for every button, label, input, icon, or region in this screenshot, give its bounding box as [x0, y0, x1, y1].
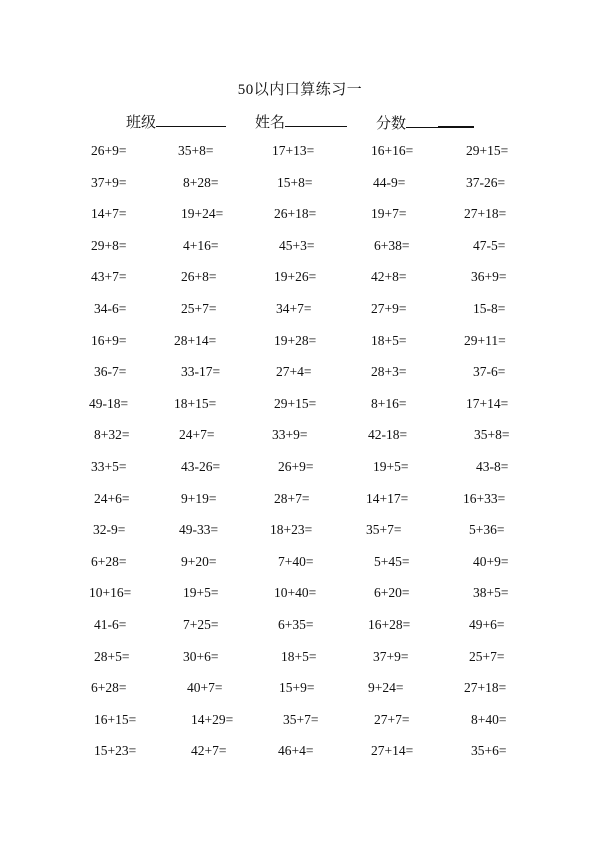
problem-cell: 6+35=	[278, 616, 314, 632]
problem-cell: 29+11=	[464, 332, 506, 348]
problem-cell: 35+8=	[178, 143, 214, 158]
problem-cell: 8+32=	[94, 427, 130, 443]
problem-cell: 49-18=	[89, 395, 129, 411]
problem-cell: 18+15=	[174, 395, 217, 411]
problem-cell: 10+16=	[89, 585, 132, 601]
problem-cell: 34-6=	[94, 300, 127, 316]
problem-cell: 40+9=	[473, 553, 509, 569]
problem-cell: 36-7=	[94, 364, 127, 380]
problem-cell: 8+16=	[371, 395, 407, 411]
problem-row	[0, 743, 600, 775]
problem-cell: 6+20=	[374, 585, 410, 601]
problem-cell: 42+8=	[371, 269, 407, 285]
score-blank-thick[interactable]	[438, 111, 474, 128]
score-label: 分数	[376, 116, 407, 132]
problem-row	[0, 649, 600, 681]
problem-row	[0, 554, 600, 586]
problem-cell: 14+7=	[91, 206, 127, 222]
problem-row	[0, 301, 600, 333]
problem-cell: 14+29=	[191, 711, 234, 727]
problem-cell: 43+7=	[91, 269, 127, 285]
problem-cell: 30+6=	[183, 648, 219, 664]
problem-cell: 29+15=	[466, 143, 509, 158]
problem-cell: 28+3=	[371, 364, 407, 380]
problem-row	[0, 143, 600, 175]
problem-cell: 16+28=	[368, 616, 411, 632]
problem-cell: 9+19=	[181, 490, 217, 506]
problem-cell: 14+17=	[366, 490, 409, 506]
problem-cell: 49+6=	[469, 616, 505, 632]
problem-cell: 15+23=	[94, 743, 137, 759]
problem-cell: 27+4=	[276, 364, 312, 380]
problem-cell: 47-5=	[473, 237, 506, 253]
problem-cell: 37+9=	[373, 648, 409, 664]
problem-cell: 7+40=	[278, 553, 314, 569]
problem-cell: 43-8=	[476, 458, 509, 474]
problem-cell: 38+5=	[473, 585, 509, 601]
problem-cell: 17+14=	[466, 395, 509, 411]
problem-cell: 5+36=	[469, 522, 505, 538]
problem-cell: 26+18=	[274, 206, 317, 222]
problem-cell: 4+16=	[183, 237, 219, 253]
problem-cell: 26+9=	[91, 143, 127, 158]
problem-cell: 45+3=	[279, 237, 315, 253]
name-blank[interactable]	[285, 111, 347, 127]
problem-cell: 18+5=	[371, 332, 407, 348]
problem-cell: 25+7=	[181, 300, 217, 316]
problem-cell: 26+8=	[181, 269, 217, 285]
problem-cell: 6+38=	[374, 237, 410, 253]
problem-cell: 25+7=	[469, 648, 505, 664]
problem-cell: 43-26=	[181, 458, 221, 474]
problem-cell: 28+7=	[274, 490, 310, 506]
class-field	[126, 111, 226, 132]
problem-cell: 18+5=	[281, 648, 317, 664]
problem-cell: 15+8=	[277, 174, 313, 190]
problem-row	[0, 459, 600, 491]
problem-cell: 35+8=	[474, 427, 510, 443]
score-blank[interactable]	[406, 112, 438, 128]
problem-cell: 32-9=	[93, 522, 126, 538]
problem-cell: 27+14=	[371, 743, 414, 759]
problem-cell: 5+45=	[374, 553, 410, 569]
problem-cell: 27+18=	[464, 206, 507, 222]
problem-cell: 27+9=	[371, 300, 407, 316]
problem-cell: 29+8=	[91, 237, 127, 253]
problem-cell: 27+7=	[374, 711, 410, 727]
problem-cell: 49-33=	[179, 522, 219, 538]
problem-cell: 16+16=	[371, 143, 414, 158]
problem-cell: 24+6=	[94, 490, 130, 506]
problem-cell: 42+7=	[191, 743, 227, 759]
problem-cell: 18+23=	[270, 522, 313, 538]
problem-cell: 16+9=	[91, 332, 127, 348]
problem-row	[0, 585, 600, 617]
problem-row	[0, 269, 600, 301]
problem-cell: 24+7=	[179, 427, 215, 443]
problem-cell: 15-8=	[473, 300, 506, 316]
problem-row	[0, 206, 600, 238]
problem-cell: 10+40=	[274, 585, 317, 601]
problem-cell: 37-6=	[473, 364, 506, 380]
problem-cell: 37+9=	[91, 174, 127, 190]
problem-cell: 26+9=	[278, 458, 314, 474]
problem-cell: 19+7=	[371, 206, 407, 222]
problem-cell: 6+28=	[91, 680, 127, 696]
problem-cell: 6+28=	[91, 553, 127, 569]
problem-cell: 7+25=	[183, 616, 219, 632]
problem-cell: 35+7=	[283, 711, 319, 727]
problem-cell: 9+20=	[181, 553, 217, 569]
problem-row	[0, 396, 600, 428]
problem-cell: 8+40=	[471, 711, 507, 727]
problem-cell: 19+28=	[274, 332, 317, 348]
problem-cell: 33+5=	[91, 458, 127, 474]
score-field	[376, 111, 474, 133]
problem-cell: 35+6=	[471, 743, 507, 759]
problem-cell: 34+7=	[276, 300, 312, 316]
class-blank[interactable]	[156, 111, 226, 127]
problem-cell: 33+9=	[272, 427, 308, 443]
problem-cell: 44-9=	[373, 174, 406, 190]
problem-row	[0, 364, 600, 396]
problem-row	[0, 175, 600, 207]
problem-cell: 40+7=	[187, 680, 223, 696]
problem-row	[0, 712, 600, 744]
problem-cell: 19+5=	[373, 458, 409, 474]
name-field	[255, 111, 347, 132]
problem-row	[0, 427, 600, 459]
problem-row	[0, 333, 600, 365]
name-label: 姓名	[255, 115, 286, 131]
problem-cell: 19+5=	[183, 585, 219, 601]
problem-cell: 42-18=	[368, 427, 408, 443]
problem-cell: 41-6=	[94, 616, 127, 632]
problem-grid	[0, 143, 600, 775]
problem-row	[0, 238, 600, 270]
problem-cell: 36+9=	[471, 269, 507, 285]
header-fields	[0, 111, 600, 133]
problem-cell: 16+33=	[463, 490, 506, 506]
problem-cell: 19+24=	[181, 206, 224, 222]
problem-cell: 46+4=	[278, 743, 314, 759]
problem-cell: 9+24=	[368, 680, 404, 696]
problem-cell: 37-26=	[466, 174, 506, 190]
problem-row	[0, 491, 600, 523]
problem-cell: 33-17=	[181, 364, 221, 380]
problem-cell: 16+15=	[94, 711, 137, 727]
problem-cell: 28+14=	[174, 332, 217, 348]
class-label: 班级	[126, 115, 157, 131]
problem-cell: 35+7=	[366, 522, 402, 538]
problem-cell: 8+28=	[183, 174, 219, 190]
problem-cell: 27+18=	[464, 680, 507, 696]
problem-row	[0, 522, 600, 554]
problem-row	[0, 617, 600, 649]
problem-cell: 28+5=	[94, 648, 130, 664]
problem-row	[0, 680, 600, 712]
problem-cell: 15+9=	[279, 680, 315, 696]
problem-cell: 29+15=	[274, 395, 317, 411]
worksheet-title: 50以内口算练习一	[237, 82, 363, 98]
problem-cell: 17+13=	[272, 143, 315, 158]
problem-cell: 19+26=	[274, 269, 317, 285]
